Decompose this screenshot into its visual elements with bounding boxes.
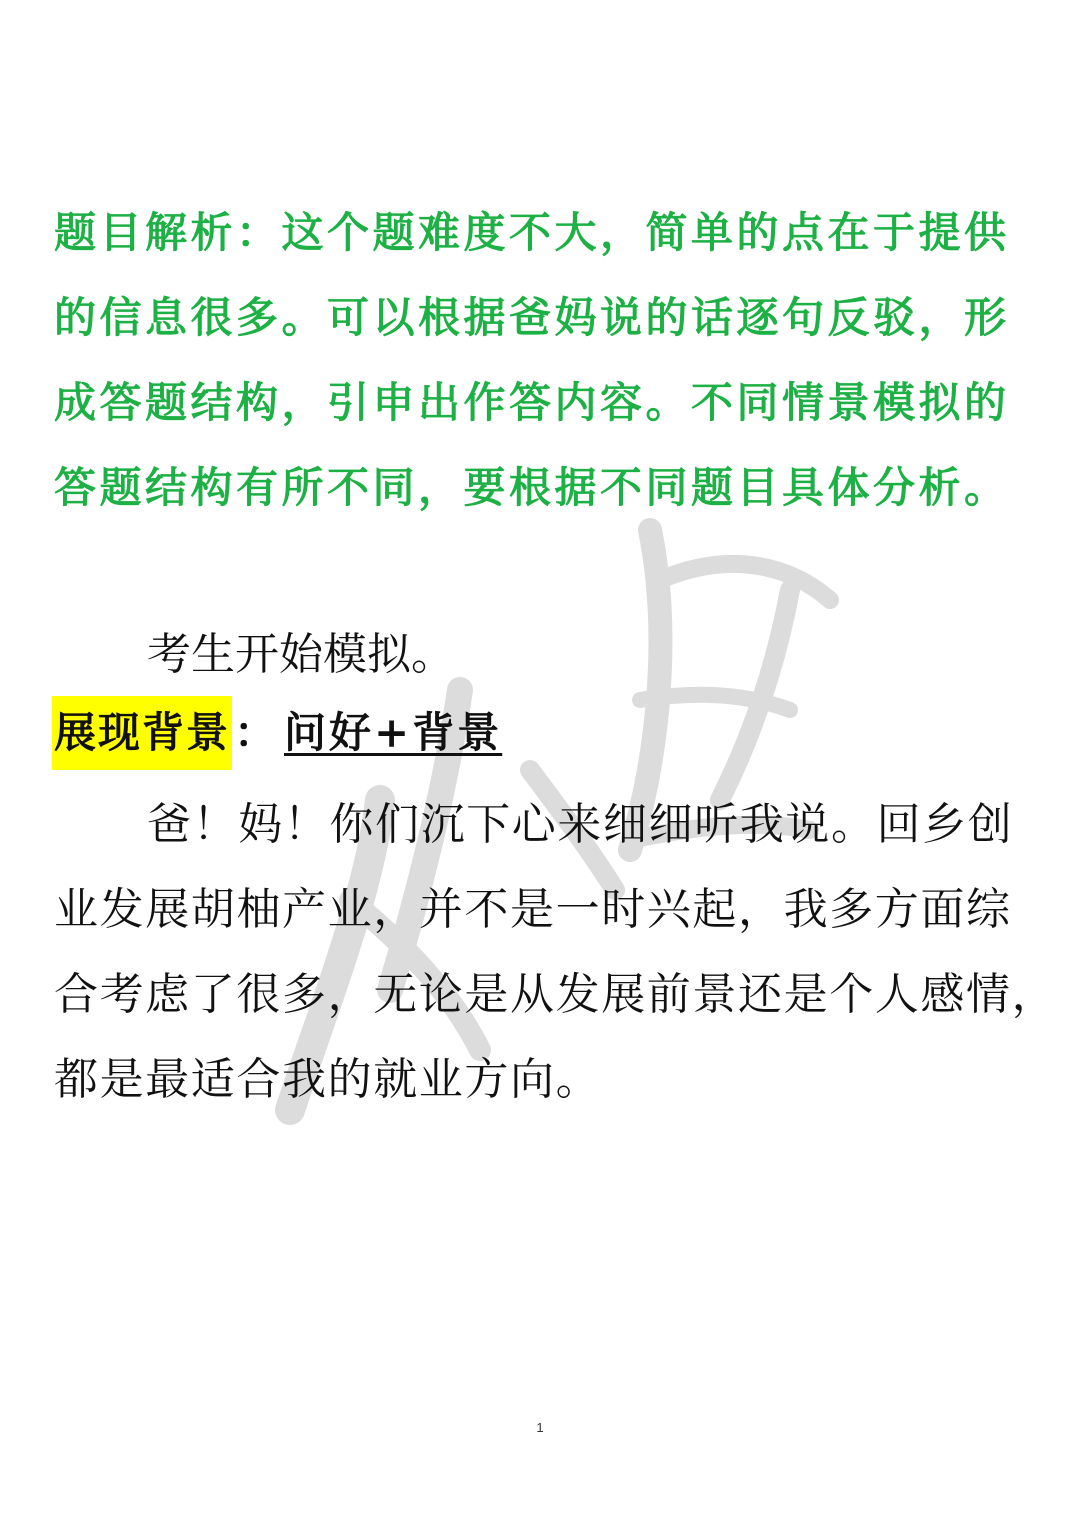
- analysis-line: 题目解析：这个题难度不大，简单的点在于提供: [54, 208, 1010, 257]
- analysis-line: 的信息很多。可以根据爸妈说的话逐句反驳，形: [54, 293, 1010, 342]
- speech-line: 爸！妈！你们沉下心来细细听我说。回乡创: [147, 799, 1014, 850]
- analysis-line: 答题结构有所不同，要根据不同题目具体分析。: [54, 463, 1010, 512]
- simulation-start-text: 考生开始模拟。: [147, 629, 455, 680]
- speech-line: 都是最适合我的就业方向。: [54, 1054, 602, 1105]
- section-colon: ：: [234, 708, 277, 757]
- speech-line: 业发展胡柚产业，并不是一时兴起，我多方面综: [54, 884, 1012, 935]
- section-heading: [52, 696, 502, 770]
- page-number: 1: [536, 1420, 544, 1435]
- speech-line: 合考虑了很多，无论是从发展前景还是个人感情，: [54, 969, 1058, 1020]
- analysis-paragraph: [54, 198, 1034, 538]
- section-subtitle: 问好+背景: [284, 708, 503, 757]
- analysis-line: 成答题结构，引申出作答内容。不同情景模拟的: [54, 378, 1010, 427]
- speech-paragraph: [54, 790, 1058, 1130]
- section-highlight-label: 展现背景: [52, 696, 232, 770]
